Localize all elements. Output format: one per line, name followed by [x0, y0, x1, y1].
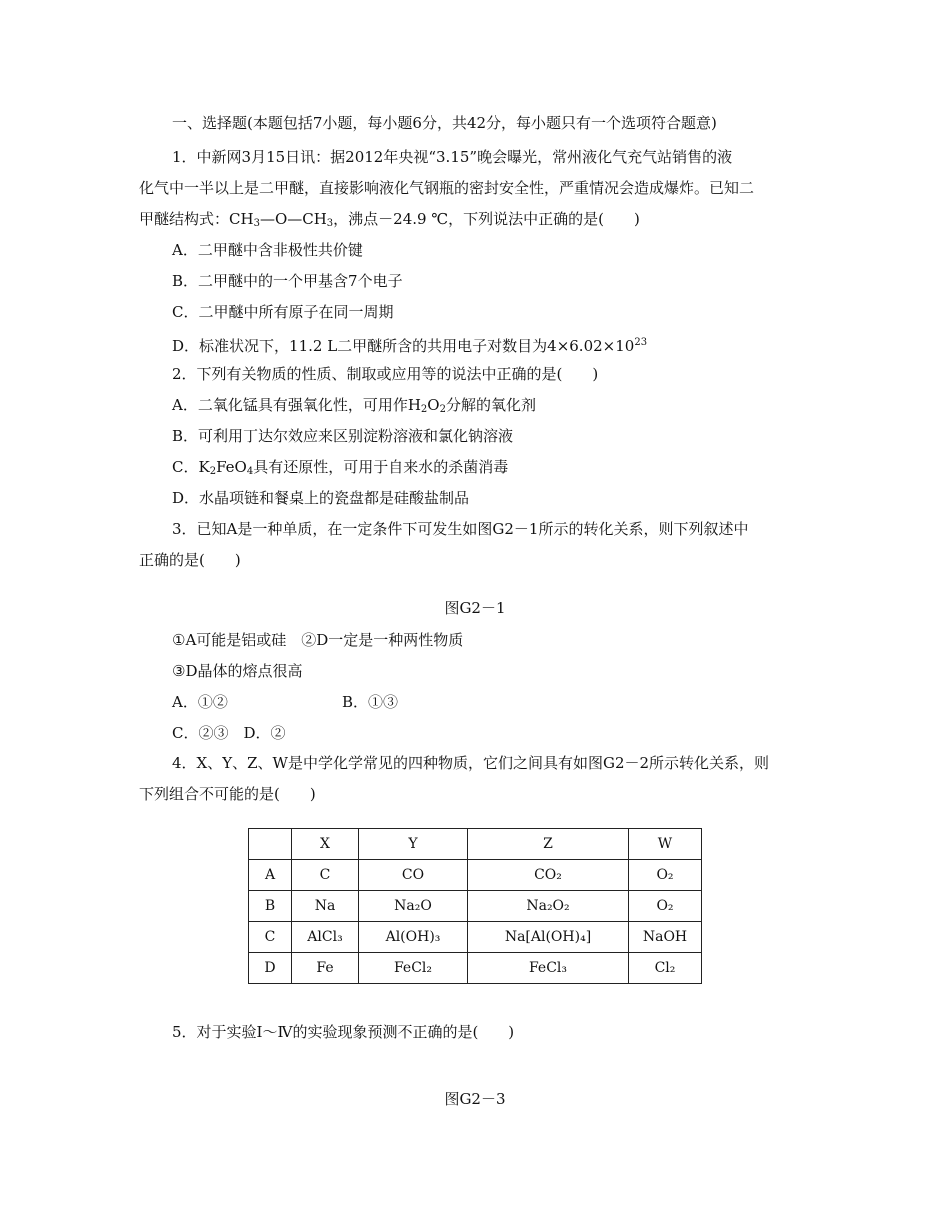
table-cell: FeCl₃ [468, 953, 629, 984]
table-row [249, 953, 702, 984]
table-cell: Na₂O [359, 891, 468, 922]
q5-stem: 5．对于实验Ⅰ～Ⅳ的实验现象预测不正确的是( ) [172, 1023, 515, 1041]
q3-statements-2: ③D晶体的熔点很高 [172, 662, 303, 680]
q2-a-sub1: 2 [420, 404, 428, 415]
table-row [249, 860, 702, 891]
table-cell: CO [359, 860, 468, 891]
q2-stem: 2．下列有关物质的性质、制取或应用等的说法中正确的是( ) [172, 365, 599, 383]
q2-c-part-c: 具有还原性，可用于自来水的杀菌消毒 [253, 458, 509, 476]
q1-formula-part-b: —O—CH [259, 210, 327, 228]
q1-option-d [172, 333, 647, 356]
table-header-cell: W [629, 829, 702, 860]
q2-c-part-a: C．K [172, 458, 210, 476]
q1-formula-part-c: ，沸点－24.9 ℃，下列说法中正确的是( ) [333, 210, 640, 228]
q1-formula-sub2: 3 [326, 218, 334, 229]
q1-formula-sub1: 3 [253, 218, 260, 229]
q2-option-a [172, 395, 536, 420]
table-cell: CO₂ [468, 860, 629, 891]
q1-option-b: B．二甲醚中的一个甲基含7个电子 [172, 272, 403, 290]
table-cell: Na [292, 891, 359, 922]
table-cell: Cl₂ [629, 953, 702, 984]
table-cell: C [292, 860, 359, 891]
table-cell: Fe [292, 953, 359, 984]
table-row [249, 922, 702, 953]
q5-figure-caption: 图G2－3 [444, 1090, 506, 1108]
q2-c-sub1: 2 [209, 466, 217, 477]
q4-stem-line1: 4．X、Y、Z、W是中学化学常见的四种物质，它们之间具有如图G2－2所示转化关系，则 [172, 754, 770, 772]
q2-option-b: B．可利用丁达尔效应来区别淀粉溶液和氯化钠溶液 [172, 427, 514, 445]
q3-figure-caption: 图G2－1 [444, 599, 506, 617]
q3-option-cd: C．②③ D．② [172, 724, 286, 742]
table-cell: O₂ [629, 860, 702, 891]
q2-option-d: D．水晶项链和餐桌上的瓷盘都是硅酸盐制品 [172, 489, 470, 507]
q4-stem-line2: 下列组合不可能的是( ) [139, 785, 316, 803]
table-cell: NaOH [629, 922, 702, 953]
q1-option-d-exponent: 23 [634, 337, 648, 348]
table-cell: Al(OH)₃ [359, 922, 468, 953]
table-header-cell: X [292, 829, 359, 860]
table-cell: D [249, 953, 292, 984]
table-cell: B [249, 891, 292, 922]
q1-option-c: C．二甲醚中所有原子在同一周期 [172, 303, 394, 321]
q3-statements-1: ①A可能是铝或硅 ②D一定是一种两性物质 [172, 631, 464, 649]
q1-stem-line3 [139, 209, 640, 234]
q2-c-sub2: 4 [246, 466, 254, 477]
q2-c-part-b: FeO [216, 458, 247, 476]
table-row [249, 891, 702, 922]
table-cell: C [249, 922, 292, 953]
q3-stem-line2: 正确的是( ) [139, 551, 241, 569]
table-cell: A [249, 860, 292, 891]
table-header-cell: Z [468, 829, 629, 860]
q3-option-b: B．①③ [342, 693, 399, 711]
table-cell: FeCl₂ [359, 953, 468, 984]
q1-stem-line1: 1．中新网3月15日讯：据2012年央视“3.15”晚会曝光，常州液化气充气站销售的液 [172, 148, 733, 166]
q2-a-sub2: 2 [439, 404, 446, 415]
table-cell: AlCl₃ [292, 922, 359, 953]
q2-a-part-a: A．二氧化锰具有强氧化性，可用作H [172, 396, 421, 414]
q3-option-a: A．①② [172, 693, 228, 711]
q1-option-d-text: D．标准状况下，11.2 L二甲醚所含的共用电子对数目为4×6.02×10 [172, 337, 635, 355]
table-header-cell [249, 829, 292, 860]
table-header-row [249, 829, 702, 860]
table-cell: O₂ [629, 891, 702, 922]
q1-stem-line2: 化气中一半以上是二甲醚，直接影响液化气钢瓶的密封安全性，严重情况会造成爆炸。已知二 [139, 179, 755, 197]
q1-option-a: A．二甲醚中含非极性共价键 [172, 241, 363, 259]
q1-formula-part-a: 甲醚结构式：CH [139, 210, 254, 228]
table-header-cell: Y [359, 829, 468, 860]
table-cell: Na₂O₂ [468, 891, 629, 922]
q2-option-c [172, 457, 508, 482]
q4-options-table [248, 828, 702, 984]
q3-stem-line1: 3．已知A是一种单质，在一定条件下可发生如图G2－1所示的转化关系，则下列叙述中 [172, 520, 749, 538]
table-cell: Na[Al(OH)₄] [468, 922, 629, 953]
q2-a-part-b: O [427, 396, 440, 414]
section-header: 一、选择题(本题包括7小题，每小题6分，共42分，每小题只有一个选项符合题意) [172, 114, 717, 132]
q2-a-part-c: 分解的氧化剂 [445, 396, 536, 414]
